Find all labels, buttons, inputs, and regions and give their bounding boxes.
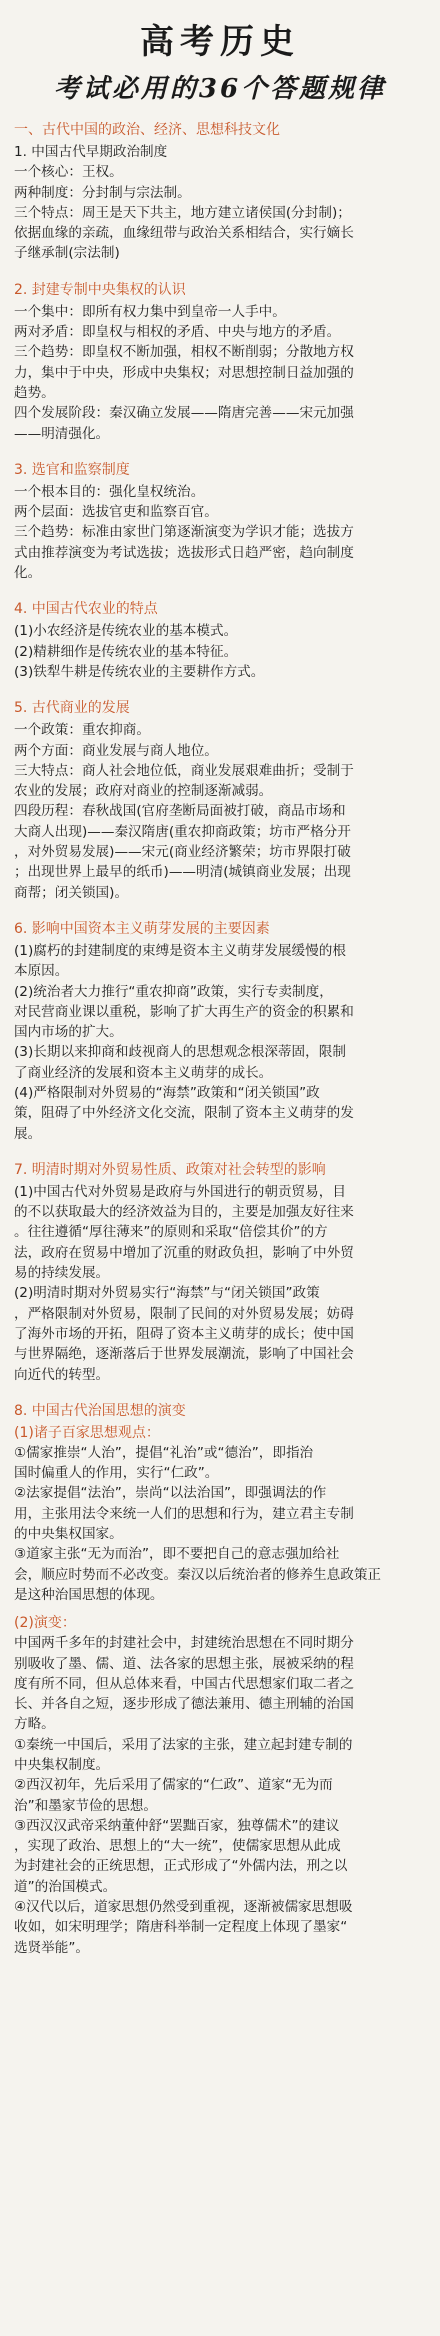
text-line: ，对外贸易发展)——宋元(商业经济繁荣；坊市界限打破 [14, 844, 351, 861]
text-line: 商帮；闭关锁国)。 [14, 884, 129, 901]
text-line: 治”和墨家节俭的思想。 [14, 1797, 157, 1814]
text-line: ②西汉初年，先后采用了儒家的“仁政”、道家“无为而 [14, 1777, 333, 1794]
text-line: 度有所不同，但从总体来看，中国古代思想家们取二者之 [14, 1675, 354, 1692]
text-line: 三大特点：商人社会地位低，商业发展艰难曲折；受制于 [14, 762, 354, 779]
text-line: 的不以获取最大的经济效益为目的，主要是加强友好往来 [14, 1204, 354, 1221]
text-line: 中国两千多年的封建社会中，封建统治思想在不同时期分 [14, 1635, 354, 1652]
text-line: 收如，如宋明理学；隋唐科举制一定程度上体现了墨家“ [14, 1919, 348, 1936]
section-5 [14, 698, 426, 903]
text-line: 国内市场的扩大。 [14, 1024, 123, 1041]
text-line: 。往往遵循“厚往薄来”的原则和采取“倍偿其价”的方 [14, 1224, 328, 1241]
text-line: 一个核心：王权。 [14, 164, 123, 181]
text-line: 四个发展阶段：秦汉确立发展——隋唐完善——宋元加强 [14, 405, 354, 422]
text-line: 方略。 [14, 1716, 55, 1733]
section-7 [14, 1160, 426, 1385]
text-line: 农业的发展；政府对商业的控制逐渐减弱。 [14, 783, 273, 800]
section-8 [14, 1401, 426, 1958]
text-line: 国时偏重人的作用，实行“仁政”。 [14, 1465, 219, 1482]
text-line: 中央集权制度。 [14, 1757, 110, 1773]
text-line: ③西汉汉武帝采纳董仲舒“罢黜百家，独尊儒术”的建议 [14, 1817, 340, 1834]
section-2 [14, 280, 426, 444]
text-line: 式由推荐演变为考试选拔；选拔形式日趋严密，趋向制度 [14, 544, 354, 561]
section-heading: 一、古代中国的政治、经济、思想科技文化 [14, 122, 280, 138]
text-line: 一个集中：即所有权力集中到皇帝一人手中。 [14, 303, 286, 320]
text-line: 三个特点：周王是天下共主，地方建立诸侯国(分封制)； [14, 204, 351, 221]
text-line: ①秦统一中国后，采用了法家的主张，建立起封建专制的 [14, 1736, 353, 1753]
text-line: 大商人出现)——秦汉隋唐(重农抑商政策；坊市严格分开 [14, 823, 351, 840]
text-line: 本原因。 [14, 963, 69, 980]
text-line: 为封建社会的正统思想，正式形成了“外儒内法，刑之以 [14, 1858, 348, 1875]
text-line: 两对矛盾：即皇权与相权的矛盾、中央与地方的矛盾。 [14, 324, 341, 341]
text-line: 展。 [14, 1125, 42, 1142]
text-line: ②法家提倡“法治”，崇尚“以法治国”，即强调法的作 [14, 1485, 327, 1502]
section-heading: 4. 中国古代农业的特点 [14, 601, 158, 618]
text-line: (2)精耕细作是传统农业的基本特征。 [14, 643, 238, 660]
section-4 [14, 599, 426, 682]
text-line: 趋势。 [14, 384, 55, 401]
text-line: 一个政策：重农抑商。 [14, 722, 150, 739]
text-line: 四段历程：春秋战国(官府垄断局面被打破，商品市场和 [14, 803, 346, 820]
section-6 [14, 919, 426, 1144]
section-heading: 5. 古代商业的发展 [14, 700, 130, 717]
text-line: 三个趋势：即皇权不断加强，相权不断削弱；分散地方权 [14, 344, 354, 361]
text-line: 选贤举能”。 [14, 1939, 90, 1956]
text-line: 力，集中于中央，形成中央集权；对思想控制日益加强的 [14, 364, 354, 381]
text-line: 向近代的转型。 [14, 1366, 110, 1383]
text-line: 化。 [14, 565, 42, 582]
text-line: 别吸收了墨、儒、道、法各家的思想主张，展被采纳的程 [14, 1655, 354, 1672]
text-line: 三个趋势：标准由家世门第逐渐演变为学识才能；选拔方 [14, 524, 354, 541]
text-line: (1)小农经济是传统农业的基本模式。 [14, 623, 238, 640]
text-line: (3)铁犁牛耕是传统农业的主要耕作方式。 [14, 663, 265, 680]
text-line: (1)腐朽的封建制度的束缚是资本主义萌芽发展缓慢的根 [14, 942, 346, 959]
text-line: ，实现了政治、思想上的“大一统”，使儒家思想从此成 [14, 1838, 341, 1855]
text-line: ④汉代以后，道家思想仍然受到重视，逐渐被儒家思想吸 [14, 1899, 353, 1916]
text-line: (3)长期以来抑商和歧视商人的思想观念根深蒂固，限制 [14, 1044, 346, 1061]
text-line: 了商业经济的发展和资本主义萌芽的成长。 [14, 1064, 273, 1081]
text-line: (2)明清时期对外贸易实行“海禁”与“闭关锁国”政策 [14, 1285, 320, 1302]
text-line: 易的持续发展。 [14, 1265, 110, 1282]
text-line: 两个方面：商业发展与商人地位。 [14, 742, 218, 759]
sub-heading: (1)诸子百家思想观点： [14, 1424, 160, 1441]
section-heading: 6. 影响中国资本主义萌芽发展的主要因素 [14, 920, 270, 937]
text-line: 用，主张用法令来统一人们的思想和行为，建立君主专制 [14, 1505, 354, 1522]
text-line: ——明清强化。 [14, 425, 110, 442]
text-line: 与世界隔绝，逐渐落后于世界发展潮流，影响了中国社会 [14, 1346, 354, 1363]
sub-heading: (2)演变： [14, 1615, 76, 1632]
section-1 [14, 120, 426, 264]
text-line: ③道家主张“无为而治”，即不要把自己的意志强加给社 [14, 1546, 340, 1563]
text-line: ，严格限制对外贸易，限制了民间的对外贸易发展；妨碍 [14, 1305, 354, 1322]
text-line: 策，阻碍了中外经济文化交流，限制了资本主义萌芽的发 [14, 1105, 354, 1122]
text-line: 两个层面：选拔官吏和监察百官。 [14, 504, 218, 521]
text-line: 道”的治国模式。 [14, 1878, 117, 1895]
text-line: (2)统治者大力推行“重农抑商”政策，实行专卖制度， [14, 983, 333, 1000]
section-heading: 7. 明清时期对外贸易性质、政策对社会转型的影响 [14, 1161, 326, 1178]
text-line: 的中央集权国家。 [14, 1526, 123, 1543]
section-heading: 2. 封建专制中央集权的认识 [14, 281, 186, 298]
text-line: 长、并各自之短，逐步形成了德法兼用、德主刑辅的治国 [14, 1696, 354, 1713]
text-line: (1)中国古代对外贸易是政府与外国进行的朝贡贸易，目 [14, 1183, 346, 1200]
section-heading: 8. 中国古代治国思想的演变 [14, 1402, 186, 1419]
page-subtitle: 考试必用的36个答题规律 [53, 74, 387, 104]
section-heading: 3. 选官和监察制度 [14, 461, 130, 478]
page-title: 高考历史 [140, 22, 300, 62]
text-line: 1. 中国古代早期政治制度 [14, 144, 168, 160]
text-line: 会，顺应时势而不必改变。秦汉以后统治者的修养生息政策正 [14, 1566, 382, 1583]
text-line: 是这种治国思想的体现。 [14, 1586, 164, 1603]
text-line: (4)严格限制对外贸易的“海禁”政策和“闭关锁国”政 [14, 1084, 320, 1101]
text-line: 两种制度：分封制与宗法制。 [14, 184, 191, 201]
text-line: 依据血缘的亲疏，血缘纽带与政治关系相结合，实行嫡长 [14, 225, 354, 242]
section-3 [14, 460, 426, 583]
text-line: 一个根本目的：强化皇权统治。 [14, 483, 205, 500]
text-line: ；出现世界上最早的纸币)——明清(城镇商业发展；出现 [14, 864, 351, 881]
text-line: 了海外市场的开拓，阻碍了资本主义萌芽的成长；使中国 [14, 1325, 354, 1342]
text-line: 对民营商业课以重税，影响了扩大再生产的资金的积累和 [14, 1003, 354, 1020]
text-line: 法，政府在贸易中增加了沉重的财政负担，影响了中外贸 [14, 1244, 354, 1261]
text-line: 子继承制(宗法制) [14, 245, 120, 262]
text-line: ①儒家推崇“人治”，提倡“礼治”或“德治”，即指治 [14, 1444, 314, 1461]
